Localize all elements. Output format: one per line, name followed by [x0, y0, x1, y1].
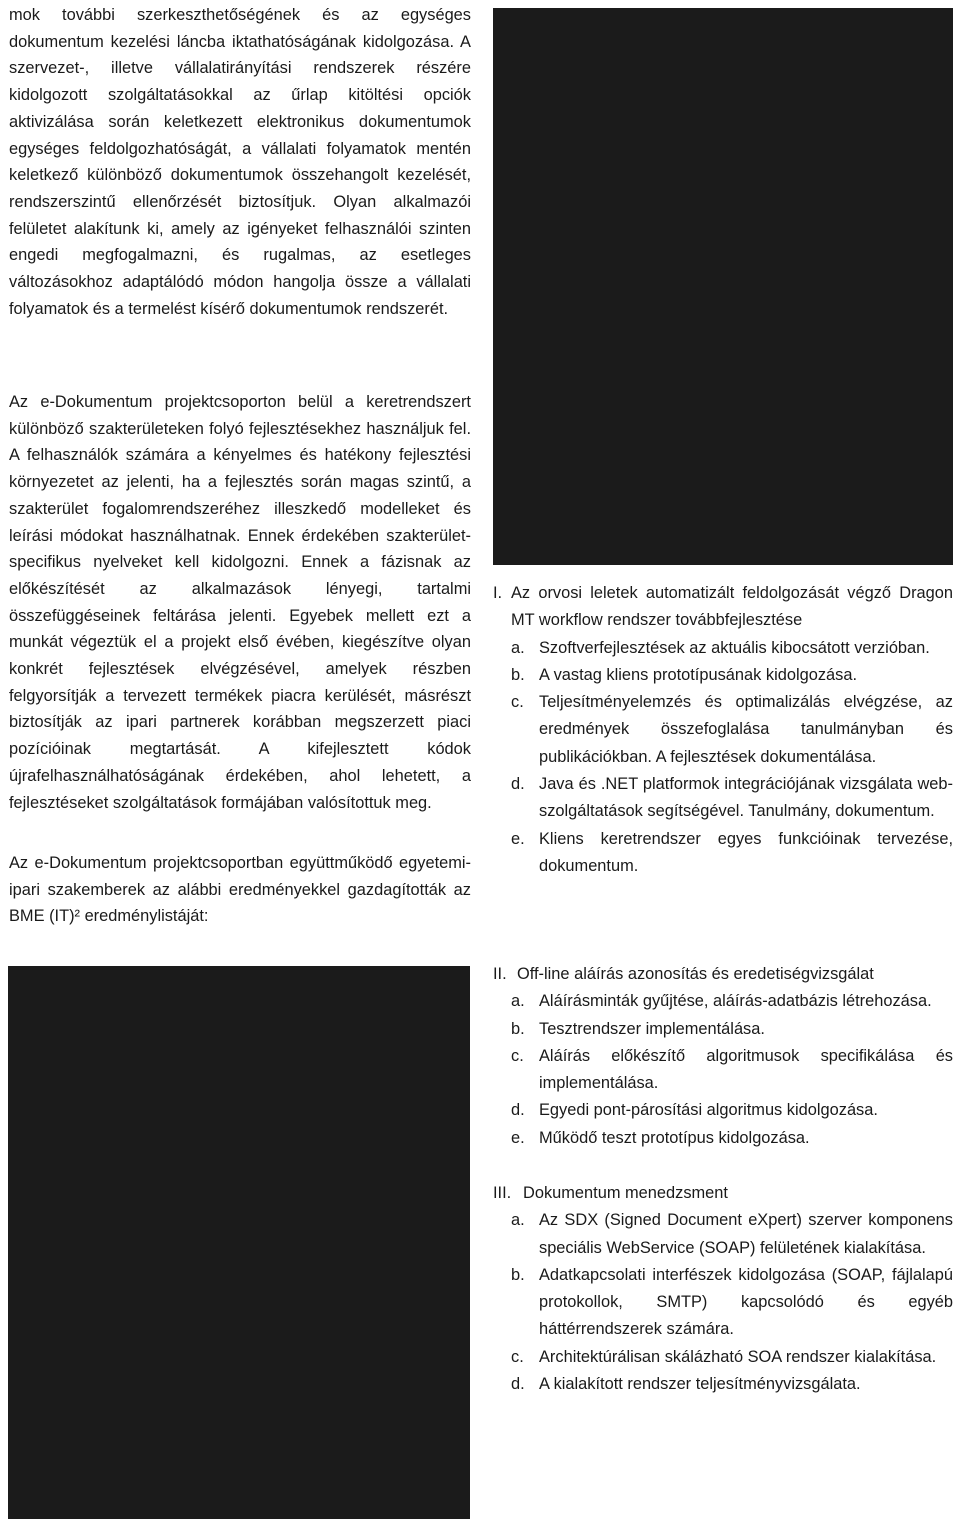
list-item: b. Adatkapcsolati interfészek kidolgozása (SOAP, fájlalapú protokollok, SMTP) kapcsolódó és egyéb háttérrendszerek számára.: [511, 1265, 953, 1339]
section-number: I.: [493, 584, 503, 602]
list-item: c. Architektúrálisan skálázható SOA rendszer kialakítása.: [511, 1347, 937, 1366]
section-title: Off-line aláírás azonosítás és eredetiségvizsgálat: [517, 965, 874, 983]
list-item: b. Tesztrendszer implementálása.: [511, 1019, 765, 1038]
list-item: a. Szoftverfejlesztések az aktuális kibocsátott verzióban.: [511, 638, 930, 657]
section-title: Dokumentum menedzsment: [523, 1184, 728, 1202]
results-section-3: [493, 1180, 953, 1398]
list-item: a. Aláírásminták gyűjtése, aláírás-adatbázis létrehozása.: [511, 992, 932, 1011]
list-item: b. A vastag kliens prototípusának kidolgozása.: [511, 665, 857, 684]
list-item: e. Működő teszt prototípus kidolgozása.: [511, 1128, 810, 1147]
section-title: Az orvosi leletek automatizált feldolgozását végző Dragon MT workflow rendszer továbbfejlesztése: [511, 584, 953, 630]
list-item: d. A kialakított rendszer teljesítményvizsgálata.: [511, 1375, 861, 1394]
list-item: c. Teljesítményelemzés és optimalizálás elvégzése, az eredmények összefoglalása tanulmányban és publikációkban. A fejlesztések dokumentálása.: [511, 693, 953, 766]
body-paragraph-1: mok további szerkeszthetőségének és az egységes dokumentum kezelési láncba iktathatóságának kidolgozása. A szervezet-, illetve vállalatirányítási rendszerek részére kidolgozott szolgáltatásokkal az űrlap kitöltési opciók aktivizálása során keletkezett elektronikus dokumentumok egységes feldolgozhatóságát, a vállalati folyamatok mentén keletkező különböző dokumentumok összehangolt kezelését, rendszerszintű ellenőrzését biztosítjuk. Olyan alkalmazói felületet alakítunk ki, amely az igényeket felhasználói szinten engedi megfogalmazni, és rugalmas, az esetleges változásokhoz adaptálódó módon hangolja össze a vállalati folyamatok és a termelést kísérő dokumentumok rendszerét.: [9, 6, 471, 318]
section-number: III.: [493, 1184, 512, 1202]
list-item: a. Az SDX (Signed Document eXpert) szerver komponens speciális WebService (SOAP) felületének kialakítása.: [511, 1211, 953, 1257]
list-item: e. Kliens keretrendszer egyes funkcióinak tervezése, dokumentum.: [511, 829, 953, 875]
section-number: II.: [493, 965, 507, 983]
results-section-1: [493, 580, 953, 880]
list-item: d. Java és .NET platformok integrációjának vizsgálata web-szolgáltatások segítségével. Tanulmány, dokumentum.: [511, 775, 953, 821]
list-item: d. Egyedi pont-párosítási algoritmus kidolgozása.: [511, 1101, 878, 1120]
dark-image-block-bottom-left: [8, 966, 470, 1519]
results-section-2: [493, 961, 953, 1152]
body-paragraph-3: Az e-Dokumentum projektcsoportban együttműködő egyetemi-ipari szakemberek az alábbi eredményekkel gazdagították az BME (IT)² eredménylistáját:: [9, 854, 471, 926]
list-item: c. Aláírás előkészítő algoritmusok specifikálása és implementálása.: [511, 1046, 953, 1093]
dark-image-block-top-right: [493, 8, 953, 565]
body-paragraph-2: Az e-Dokumentum projektcsoporton belül a keretrendszert különböző szakterületeken folyó fejlesztésekhez használjuk fel. A felhasználók számára a kényelmes és hatékony fejlesztési környezetet az jelenti, ha a fejlesztés során magas szintű, a szakterület fogalomrendszeréhez illeszkedő modelleket és leírási módokat használhatnak. Ennek érdekében szakterület-specifikus nyelveket kell kidolgozni. Ennek a fázisnak az előkészítését az alkalmazások lényegi, tartalmi összefüggéseinek feltárása jelenti. Egyebek mellett ezt a munkát végeztük el a projekt első évében, kiegészítve olyan konkrét fejlesztések elvégzésével, amelyek részben felgyorsítják a tervezett termékek piacra kerülését, másrészt biztosítják az ipari partnerek korábban megszerzett piaci pozícióinak megtartását. A kifejlesztett kódok újrafelhasználhatóságának érdekében, ahol lehetett, a fejlesztéseket szolgáltatások formájában valósítottuk meg.: [9, 393, 471, 812]
